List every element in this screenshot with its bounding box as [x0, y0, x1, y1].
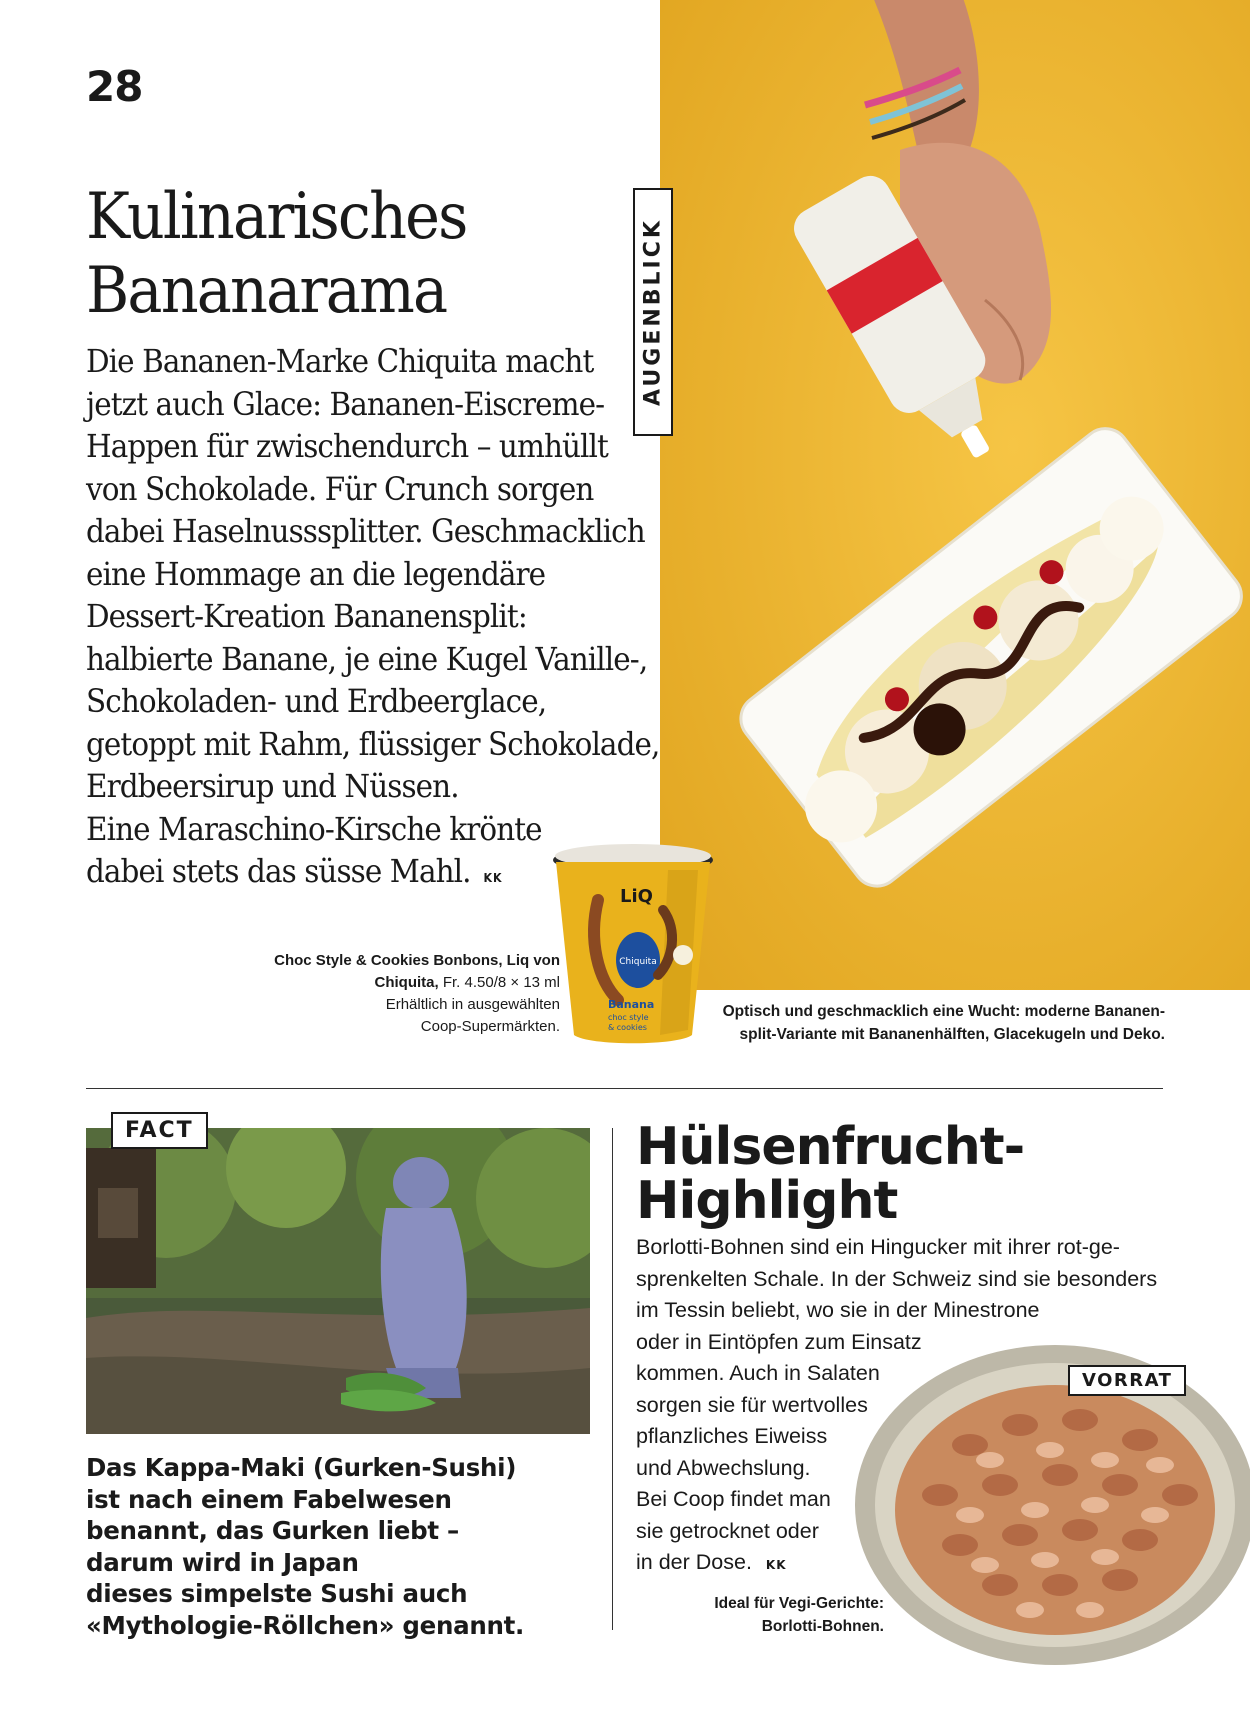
beans-caption-line-1: Ideal für Vegi-Gerichte:	[714, 1595, 884, 1612]
legumes-line: pflanzliches Eiweiss	[636, 1424, 828, 1448]
headline-line-1: Kulinarisches	[86, 180, 467, 254]
intro-line: eine Hommage an die legendäre	[86, 554, 546, 593]
chiquita-liq-product	[548, 840, 718, 1050]
product-price: Fr. 4.50/8 × 13 ml	[438, 974, 560, 991]
cup-label: LiQ	[620, 886, 653, 907]
legumes-line: in der Dose.	[636, 1550, 752, 1574]
product-name	[250, 950, 560, 972]
legumes-line: Borlotti-Bohnen sind ein Hingucker mit ihrer rot-ge-	[636, 1235, 1120, 1259]
intro-line: Dessert-Kreation Bananensplit:	[86, 597, 527, 635]
fact-line: dieses simpelste Sushi auch	[86, 1579, 468, 1608]
beans-caption	[640, 1592, 884, 1638]
intro-line: getoppt mit Rahm, flüssiger Schokolade,	[86, 724, 660, 763]
fact-line: darum wird in Japan	[86, 1547, 359, 1577]
kappa-statue-illustration	[86, 1128, 590, 1434]
legumes-body	[636, 1232, 1166, 1582]
legumes-title-line-2: Highlight	[636, 1171, 898, 1231]
cup-flavor-2: choc style	[608, 1013, 649, 1022]
legumes-line: oder in Eintöpfen zum Einsatz	[636, 1329, 922, 1354]
legumes-line: kommen. Auch in Salaten	[636, 1361, 880, 1385]
photo-caption-line-2: split-Variante mit Bananenhälften, Glacekugeln und Deko.	[739, 1026, 1165, 1043]
product-name-line-1: Choc Style & Cookies Bonbons, Liq von	[274, 952, 560, 969]
legumes-line: sie getrocknet oder	[636, 1518, 819, 1543]
intro-line: Happen für zwischendurch – umhüllt	[86, 427, 608, 465]
intro-line: jetzt auch Glace: Bananen-Eiscreme-	[86, 384, 605, 423]
legumes-line: und Abwechslung.	[636, 1455, 811, 1480]
intro-line: von Schokolade. Für Crunch sorgen	[86, 469, 594, 508]
photo-caption-line-1: Optisch und geschmacklich eine Wucht: moderne Bananen-	[722, 1003, 1165, 1020]
fact-line: ist nach einem Fabelwesen	[86, 1484, 452, 1514]
banana-split-illustration	[660, 0, 1250, 990]
cup-brand: Chiquita	[619, 957, 657, 967]
legumes-headline	[636, 1117, 1196, 1231]
cup-flavor-1: Banana	[608, 998, 655, 1011]
cup-flavor-3: & cookies	[608, 1023, 647, 1032]
intro-line: halbierte Banane, je eine Kugel Vanille-,	[86, 639, 648, 678]
legumes-line: im Tessin beliebt, wo sie in der Minestrone	[636, 1298, 1040, 1322]
intro-line: dabei stets das süsse Mahl.	[86, 852, 471, 890]
product-availability-2: Coop-Supermärkten.	[420, 1018, 560, 1035]
kappa-statue-photo	[86, 1128, 590, 1434]
legumes-line: Bei Coop findet man	[636, 1487, 831, 1511]
feature-headline	[86, 180, 601, 328]
fact-line: benannt, das Gurken liebt –	[86, 1516, 459, 1545]
product-cup-illustration	[548, 840, 718, 1050]
legumes-line-last	[636, 1547, 1166, 1582]
fact-line: «Mythologie-Röllchen» genannt.	[86, 1610, 525, 1640]
fact-text	[86, 1452, 606, 1641]
fact-badge: FACT	[111, 1112, 208, 1149]
intro-line: Schokoladen- und Erdbeerglace,	[86, 682, 547, 720]
page-number: 28	[86, 62, 143, 111]
product-brand: Chiquita,	[374, 974, 439, 991]
legumes-title-line-1: Hülsenfrucht-	[636, 1117, 1025, 1177]
fact-line: Das Kappa-Maki (Gurken-Sushi)	[86, 1453, 517, 1482]
banana-photo-caption	[705, 1000, 1165, 1046]
column-rule	[612, 1128, 613, 1630]
author-tag: KK	[765, 1558, 787, 1572]
vorrat-badge: VORRAT	[1068, 1365, 1186, 1396]
author-tag: KK	[483, 871, 503, 885]
legumes-line: sorgen sie für wertvolles	[636, 1392, 868, 1417]
product-name-price	[250, 972, 560, 994]
section-tag-label: AUGENBLICK	[640, 218, 666, 406]
intro-line: dabei Haselnusssplitter. Geschmacklich	[86, 512, 645, 550]
beans-caption-line-2: Borlotti-Bohnen.	[761, 1618, 884, 1635]
intro-line: Eine Maraschino-Kirsche krönte	[86, 809, 542, 848]
section-divider	[86, 1088, 1163, 1089]
intro-line: Erdbeersirup und Nüssen.	[86, 767, 459, 805]
intro-line: Die Bananen-Marke Chiquita macht	[86, 342, 594, 380]
product-availability-1: Erhältlich in ausgewählten	[385, 996, 560, 1013]
legumes-line: sprenkelten Schale. In der Schweiz sind sie besonders	[636, 1266, 1158, 1291]
feature-intro	[86, 340, 675, 900]
headline-line-2: Bananarama	[86, 254, 447, 328]
banana-split-photo	[660, 0, 1250, 990]
product-caption	[250, 950, 560, 1038]
